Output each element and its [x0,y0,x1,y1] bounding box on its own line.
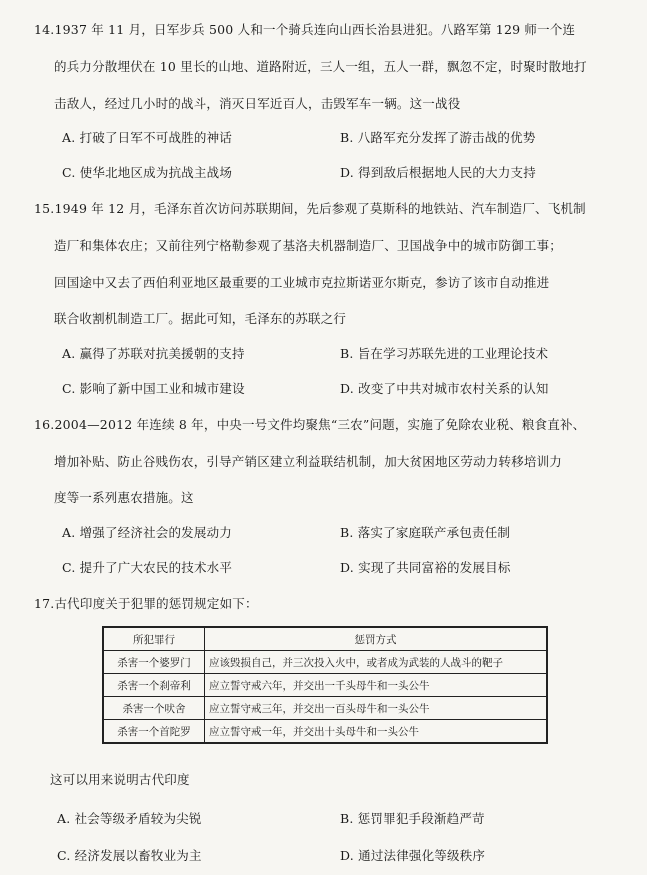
q16-option-d: D. 实现了共同富裕的发展目标 [340,560,511,575]
q16-stem-line-1: 16.2004—2012 年连续 8 年，中央一号文件均聚焦“三农”问题，实施了免除农业税、粮食直补、 [34,417,586,432]
q15-stem-line-1: 15.1949 年 12 月，毛泽东首次访问苏联期间，先后参观了莫斯科的地铁站、汽车制造厂、飞机制 [34,201,586,216]
punishment-table [102,626,548,744]
table-row [103,651,547,674]
q14-option-d: D. 得到敌后根据地人民的大力支持 [340,165,536,180]
q14-option-c: C. 使华北地区成为抗战主战场 [62,165,233,180]
q15-stem-line-2: 造厂和集体农庄；又前往列宁格勒参观了基洛夫机器制造厂、卫国战争中的城市防御工事； [54,238,563,253]
q17-option-b: B. 惩罚罪犯手段渐趋严苛 [340,811,485,826]
table-cell-crime: 杀害一个婆罗门 [103,651,205,674]
q15-option-b: B. 旨在学习苏联先进的工业理论技术 [340,346,549,361]
table-cell-punishment: 应该毁损自己，并三次投入火中，或者成为武装的人战斗的靶子 [205,651,548,674]
q15-stem-line-3: 回国途中又去了西伯利亚地区最重要的工业城市克拉斯诺亚尔斯克，参访了该市自动推进 [54,275,550,290]
q17-option-a: A. 社会等级矛盾较为尖锐 [57,811,202,826]
table-cell-punishment: 应立誓守戒一年，并交出十头母牛和一头公牛 [205,720,548,744]
q14-option-b: B. 八路军充分发挥了游击战的优势 [340,130,536,145]
q17-conclusion: 这可以用来说明古代印度 [50,772,190,787]
q16-stem-line-3: 度等一系列惠农措施。这 [54,490,194,505]
q17-option-c: C. 经济发展以畜牧业为主 [57,848,202,863]
q15-option-d: D. 改变了中共对城市农村关系的认知 [340,381,549,396]
q14-stem-line-3: 击敌人，经过几小时的战斗，消灭日军近百人，击毁军车一辆。这一战役 [54,96,461,111]
q15-stem-line-4: 联合收割机制造工厂。据此可知，毛泽东的苏联之行 [54,311,347,326]
table-cell-punishment: 应立誓守戒六年，并交出一千头母牛和一头公牛 [205,674,548,697]
table-row [103,674,547,697]
q17-stem: 17.古代印度关于犯罪的惩罚规定如下： [34,596,258,611]
q16-option-c: C. 提升了广大农民的技术水平 [62,560,233,575]
table-header-punishment: 惩罚方式 [205,627,548,651]
q17-option-d: D. 通过法律强化等级秩序 [340,848,486,863]
q16-option-b: B. 落实了家庭联产承包责任制 [340,525,511,540]
q14-option-a: A. 打破了日军不可战胜的神话 [62,130,232,145]
table-cell-crime: 杀害一个刹帝利 [103,674,205,697]
q14-stem-line-1: 14.1937 年 11 月，日军步兵 500 人和一个骑兵连向山西长治县进犯。八路军第 129 师一个连 [34,22,576,37]
table-row [103,697,547,720]
table-row [103,720,547,744]
table-header-row [103,627,547,651]
q14-stem-line-2: 的兵力分散埋伏在 10 里长的山地、道路附近，三人一组，五人一群，飘忽不定，时聚时散地打 [54,59,587,74]
q15-option-c: C. 影响了新中国工业和城市建设 [62,381,245,396]
table-cell-crime: 杀害一个首陀罗 [103,720,205,744]
q16-option-a: A. 增强了经济社会的发展动力 [62,525,232,540]
q15-option-a: A. 赢得了苏联对抗美援朝的支持 [62,346,245,361]
q16-stem-line-2: 增加补贴、防止谷贱伤农，引导产销区建立利益联结机制，加大贫困地区劳动力转移培训力 [54,454,563,469]
table-header-crime: 所犯罪行 [103,627,205,651]
table-cell-punishment: 应立誓守戒三年，并交出一百头母牛和一头公牛 [205,697,548,720]
table-cell-crime: 杀害一个吠舍 [103,697,205,720]
